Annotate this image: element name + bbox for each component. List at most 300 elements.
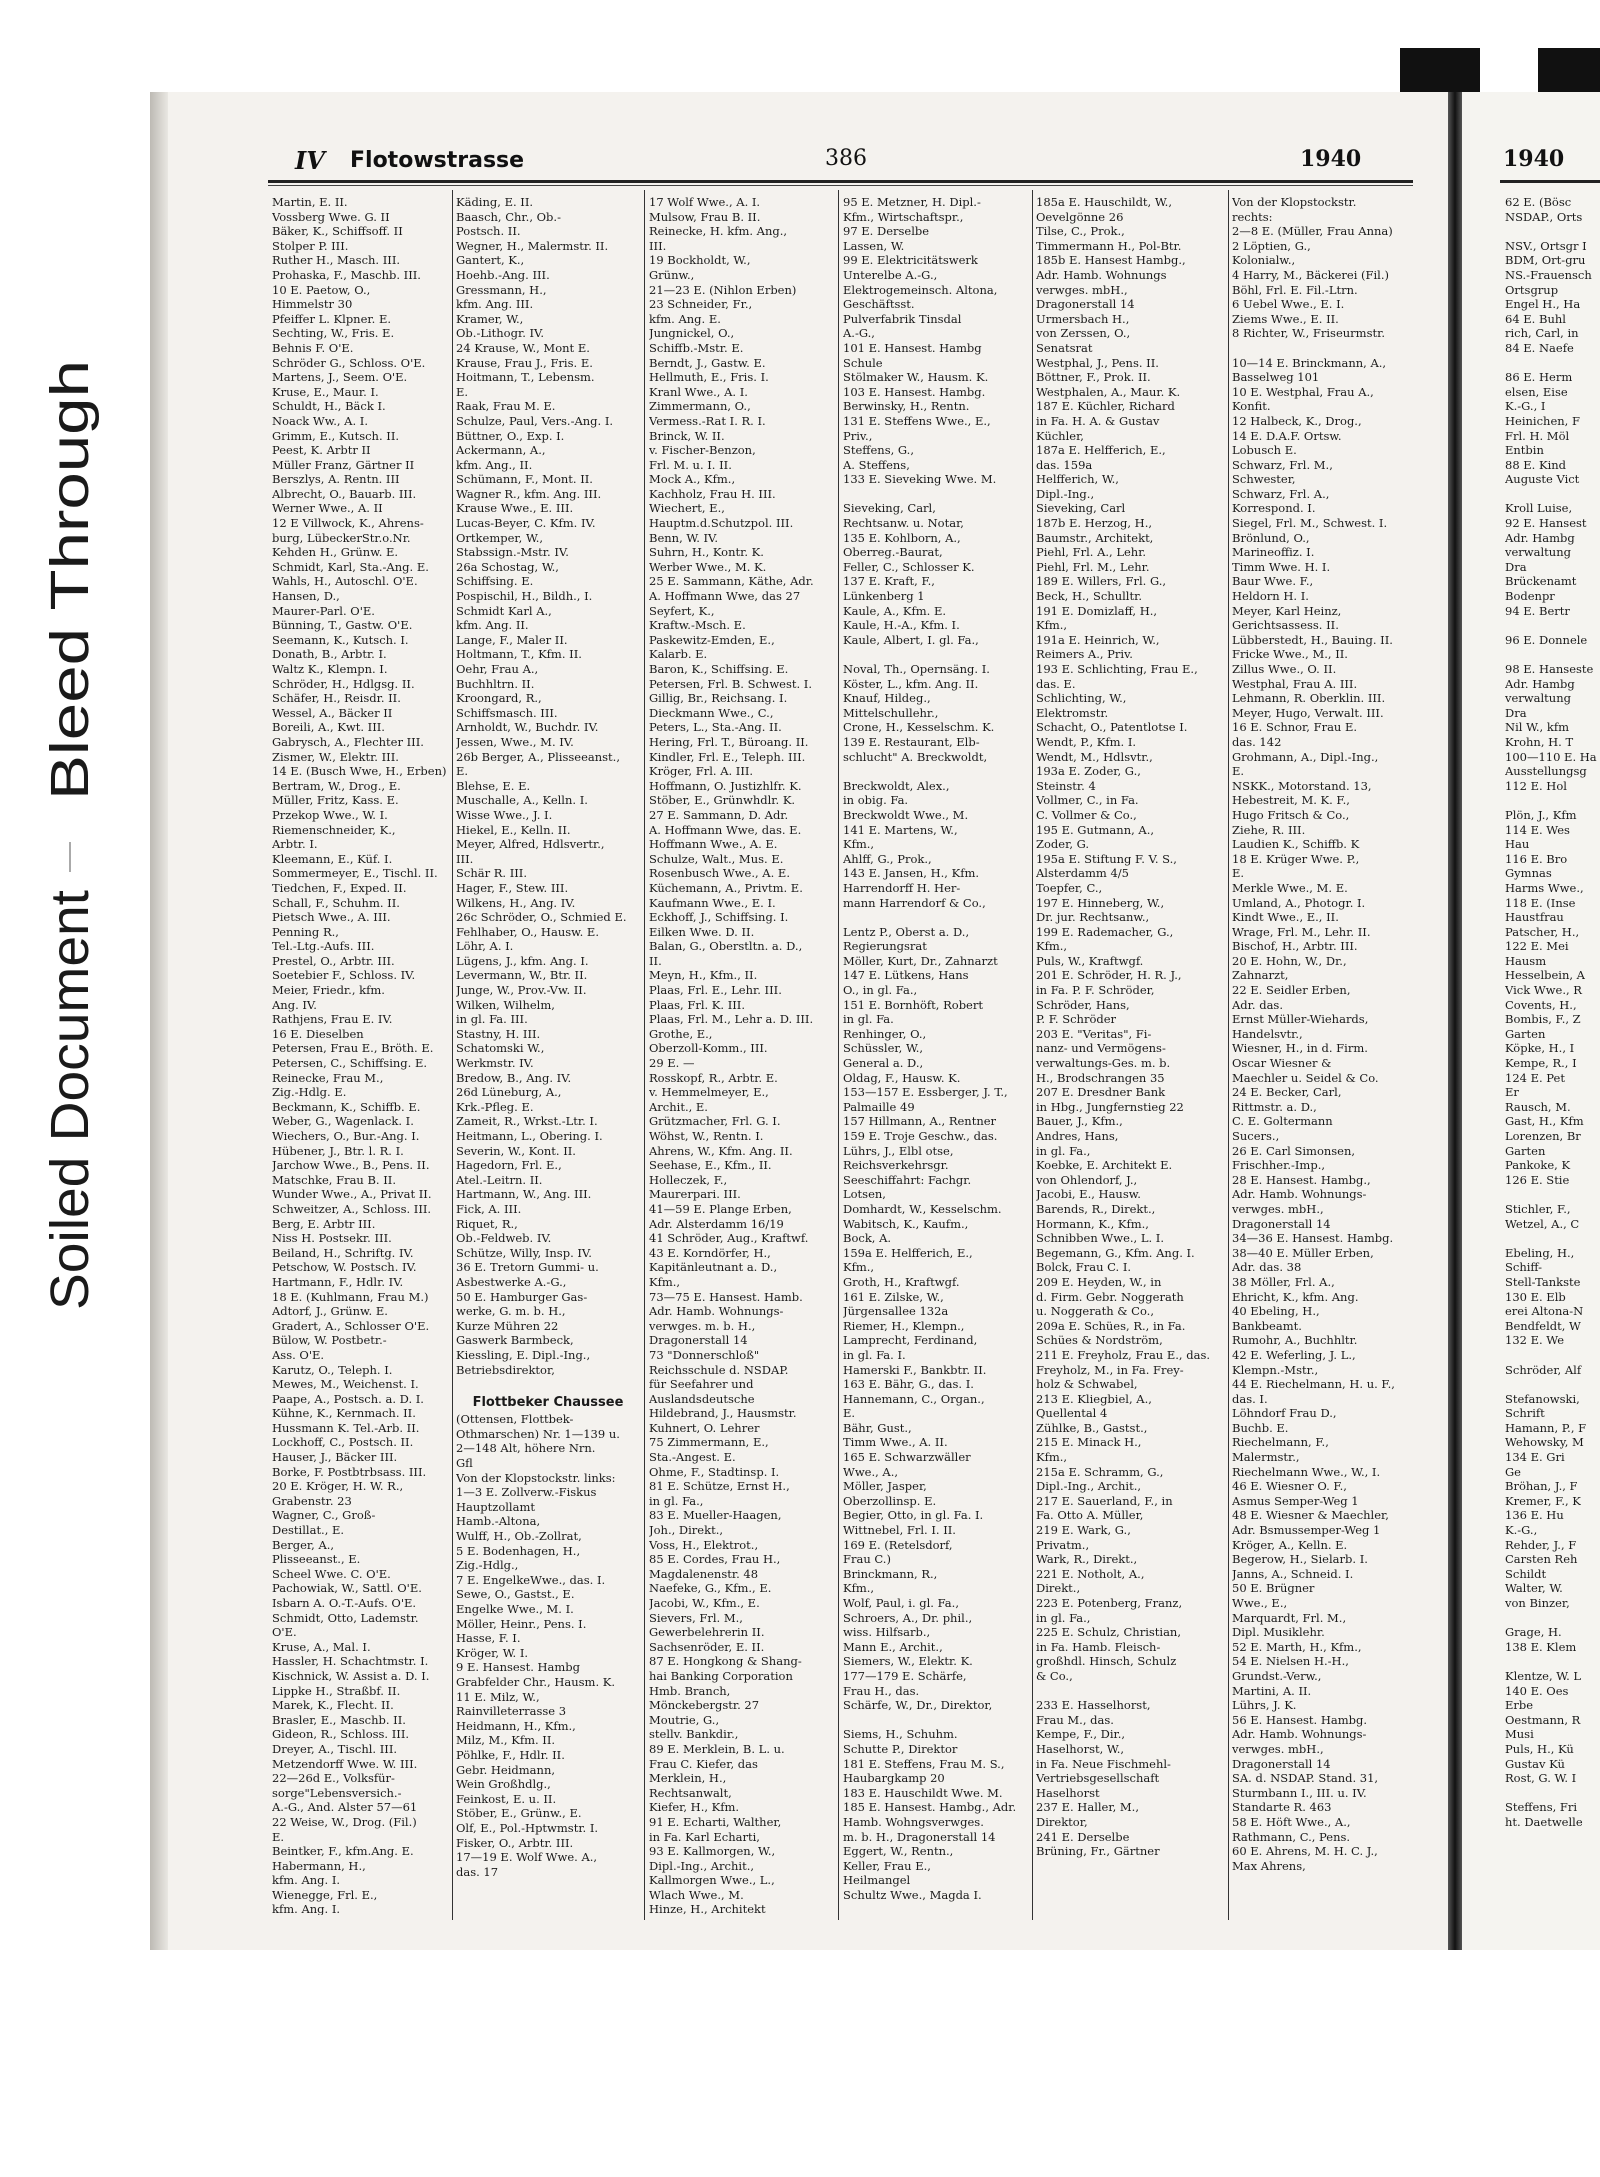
directory-entry-line: Bodenpr xyxy=(1505,589,1555,604)
directory-entry-line: Schümann, F., Mont. II. xyxy=(456,472,593,487)
directory-entry-line: Schär R. III. xyxy=(456,866,527,881)
directory-entry-line: Bock, A. xyxy=(843,1231,892,1246)
directory-entry-line: Kempe, F., Dir., xyxy=(1036,1727,1126,1742)
directory-entry-line: Rosskopf, R., Arbtr. E. xyxy=(649,1070,778,1085)
directory-entry-line: A. Hoffmann Wwe, das. E. xyxy=(649,822,802,837)
directory-entry-line: O., in gl. Fa., xyxy=(843,983,918,998)
directory-entry-line: Tiedchen, F., Exped. II. xyxy=(272,880,407,895)
directory-entry-line: 97 E. Derselbe xyxy=(843,224,930,239)
directory-entry-line: Oestmann, R xyxy=(1505,1712,1581,1727)
directory-entry-line: Lassen, W. xyxy=(843,238,905,253)
directory-entry-line: O'E. xyxy=(272,1625,297,1640)
directory-entry-line: Schiffsmasch. III. xyxy=(456,705,558,720)
directory-entry-line: 118 E. (Inse xyxy=(1505,895,1576,910)
directory-entry-line: Moutrie, G., xyxy=(649,1712,720,1727)
directory-entry-line: 50 E. Brügner xyxy=(1232,1581,1315,1596)
directory-entry-line: Begemann, G., Kfm. Ang. I. xyxy=(1036,1245,1195,1260)
directory-entry-line xyxy=(1505,487,1600,502)
directory-entry-line: Maurer-Parl. O'E. xyxy=(272,603,375,618)
column-2 xyxy=(456,195,640,1915)
directory-entry-line: Olf, E., Pol.-Hptwmstr. I. xyxy=(456,1820,599,1835)
directory-entry-line: 215a E. Schramm, G., xyxy=(1036,1464,1164,1479)
directory-entry-line: Wabitsch, K., Kaufm., xyxy=(843,1216,969,1231)
directory-entry-line: 20 E. Kröger, H. W. R., xyxy=(272,1479,404,1494)
directory-entry-line: 159 E. Troje Geschw., das. xyxy=(843,1129,998,1143)
directory-entry-line: Schröder G., Schloss. O'E. xyxy=(272,355,426,370)
directory-entry-line: Hauser, J., Bäcker III. xyxy=(272,1450,398,1465)
directory-entry-line: Hauptzollamt xyxy=(456,1499,535,1514)
directory-entry-line: Gabrysch, A., Flechter III. xyxy=(272,734,424,749)
directory-entry-line: Wwe., A., xyxy=(843,1464,899,1479)
directory-entry-line: verwges. m. b. H., xyxy=(649,1318,756,1333)
directory-entry-line: 157 Hillmann, A., Rentner xyxy=(843,1114,997,1129)
directory-entry-line: Wegner, H., Malermstr. II. xyxy=(456,238,609,253)
directory-entry-line: Bauer, J., Kfm., xyxy=(1036,1114,1123,1129)
directory-entry-line: Lührs, J. K. xyxy=(1232,1698,1297,1713)
directory-entry-line: 133 E. Sieveking Wwe. M. xyxy=(843,472,997,487)
directory-entry-line: Carsten Reh xyxy=(1505,1552,1578,1567)
directory-entry-line: in Fa. P. F. Schröder, xyxy=(1036,983,1155,998)
directory-entry-line: 116 E. Bro xyxy=(1505,851,1568,866)
directory-entry-line: v. Hemmelmeyer, E., xyxy=(649,1085,769,1100)
directory-entry-line: Lamprecht, Ferdinand, xyxy=(843,1333,978,1348)
directory-entry-line: Donath, B., Arbtr. I. xyxy=(272,647,387,662)
directory-entry-line: Bolck, Frau C. I. xyxy=(1036,1260,1132,1275)
directory-entry-line: Hartmann, F., Hdlr. IV. xyxy=(272,1274,404,1289)
directory-entry-line: 7 E. EngelkeWwe., das. I. xyxy=(456,1572,606,1587)
directory-entry-line: 86 E. Herm xyxy=(1505,370,1573,385)
directory-entry-line: Freyholz, M., in Fa. Frey- xyxy=(1036,1362,1184,1377)
directory-entry-line: Heinichen, F xyxy=(1505,413,1580,428)
directory-entry-line: ht. Daetwelle xyxy=(1505,1814,1583,1829)
directory-entry-line: Metzendorff Wwe. W. III. xyxy=(272,1756,418,1771)
directory-entry-line: 183 E. Hauschildt Wwe. M. xyxy=(843,1785,1003,1800)
directory-entry-line: Oevelgönne 26 xyxy=(1036,209,1124,224)
district-numeral: IV xyxy=(295,146,325,175)
directory-entry-line: Rechtsanwalt, xyxy=(649,1785,732,1800)
directory-entry-line: Dr. jur. Rechtsanw., xyxy=(1036,910,1150,925)
directory-entry-line: Umland, A., Photogr. I. xyxy=(1232,895,1366,910)
directory-entry-line: Adr. das. xyxy=(1232,997,1283,1012)
directory-entry-line: Schrift xyxy=(1505,1406,1545,1421)
directory-entry-line: 46 E. Wiesner O. F., xyxy=(1232,1479,1347,1494)
directory-entry-line: Krause Wwe., E. III. xyxy=(456,501,574,516)
directory-entry-line: Hebestreit, M. K. F., xyxy=(1232,793,1350,808)
directory-entry-line: Vermess.-Rat I. R. I. xyxy=(649,413,766,428)
directory-entry-line: Eckhoff, J., Schiffsing. I. xyxy=(649,910,789,925)
directory-entry-line: Mock A., Kfm., xyxy=(649,472,736,487)
directory-entry-line: Ausstellungsg xyxy=(1505,764,1587,779)
directory-entry-line: 137 E. Kraft, F., xyxy=(843,574,935,589)
directory-entry-line: Müller Franz, Gärtner II xyxy=(272,457,415,472)
directory-entry-line: Schmidt, Otto, Lademstr. xyxy=(272,1610,419,1625)
directory-entry-line: 26b Berger, A., Plisseeanst., xyxy=(456,749,620,764)
directory-entry-line: Grundst.-Verw., xyxy=(1232,1668,1322,1683)
directory-entry-line: Fisker, O., Arbtr. III. xyxy=(456,1835,574,1850)
directory-entry-line: Siems, H., Schuhm. xyxy=(843,1727,958,1742)
directory-entry-line: Kuhnert, O. Lehrer xyxy=(649,1420,760,1435)
directory-entry-line: Regierungsrat xyxy=(843,939,927,954)
directory-entry-line: Rainvilleterrasse 3 xyxy=(456,1704,567,1719)
directory-entry-line: Prohaska, F., Maschb. III. xyxy=(272,267,421,282)
directory-entry-line: Kranl Wwe., A. I. xyxy=(649,384,748,399)
directory-entry-line: Severin, W., Kont. II. xyxy=(456,1143,576,1158)
directory-entry-line: Frau C. Kiefer, das xyxy=(649,1756,758,1771)
directory-entry-line: Begerow, H., Sielarb. I. xyxy=(1232,1552,1368,1567)
directory-entry-line: 18 E. Krüger Wwe. P., xyxy=(1232,851,1360,866)
directory-entry-line: Schütze, Willy, Insp. IV. xyxy=(456,1245,592,1260)
directory-entry-line: für Seefahrer und xyxy=(649,1377,754,1392)
directory-entry-line: Wisse Wwe., J. I. xyxy=(456,807,553,822)
directory-entry-line: Hoffmann, O. Justizhlfr. K. xyxy=(649,778,802,793)
directory-entry-line: Plaas, Frl. E., Lehr. III. xyxy=(649,983,782,998)
directory-entry-line: Köster, L., kfm. Ang. II. xyxy=(843,676,979,691)
directory-entry-line: Meier, Friedr., kfm. xyxy=(272,983,385,998)
directory-entry-line: Wehowsky, M xyxy=(1505,1435,1584,1450)
directory-entry-line: Schiffsing. E. xyxy=(456,574,534,589)
directory-entry-line: Kroll Luise, xyxy=(1505,501,1573,516)
directory-entry-line: Musi xyxy=(1505,1727,1534,1742)
directory-entry-line: Schlichting, W., xyxy=(1036,691,1127,706)
column-divider-5 xyxy=(1228,190,1229,1920)
directory-entry-line: Berndt, J., Gastw. E. xyxy=(649,355,766,370)
directory-entry-line: Senatsrat xyxy=(1036,340,1093,355)
directory-entry-line: Petschow, W. Postsch. IV. xyxy=(272,1260,417,1275)
directory-entry-line: 38—40 E. Müller Erben, xyxy=(1232,1245,1374,1260)
directory-entry-line: Covents, H., xyxy=(1505,997,1577,1012)
directory-entry-line: hai Banking Corporation xyxy=(649,1668,793,1683)
directory-entry-line: Ob.-Lithogr. IV. xyxy=(456,326,544,341)
directory-entry-line: Harms Wwe., xyxy=(1505,880,1584,895)
directory-entry-line: großhdl. Hinsch, Schulz xyxy=(1036,1654,1177,1669)
directory-entry-line: Möller, Kurt, Dr., Zahnarzt xyxy=(843,953,998,968)
directory-entry-line: Hamerski F., Bankbtr. II. xyxy=(843,1362,987,1377)
directory-entry-line: A. Steffens, xyxy=(843,457,910,472)
directory-entry-line: Ziems Wwe., E. II. xyxy=(1232,311,1339,326)
directory-entry-line: Seyfert, K., xyxy=(649,603,715,618)
directory-entry-line: Schwarz, Frl. A., xyxy=(1232,486,1330,501)
directory-entry-line: Ass. O'E. xyxy=(272,1347,325,1362)
directory-entry-line: Lotsen, xyxy=(843,1187,886,1202)
directory-entry-line: 24 Krause, W., Mont E. xyxy=(456,340,590,355)
directory-entry-line: Grabfelder Chr., Hausm. K. xyxy=(456,1674,616,1689)
directory-entry-line: Kischnick, W. Assist a. D. I. xyxy=(272,1668,430,1683)
directory-entry-line: 14 E. (Busch Wwe, H., Erben) xyxy=(272,764,447,779)
directory-entry-line: 101 E. Hansest. Hambg xyxy=(843,340,982,355)
directory-entry-line: Adtorf, J., Grünw. E. xyxy=(272,1304,388,1319)
directory-entry-line: Kruse, A., Mal. I. xyxy=(272,1639,371,1654)
directory-entry-line: Hübener, J., Btr. l. R. I. xyxy=(272,1143,404,1158)
directory-entry-line: 169 E. (Retelsdorf, xyxy=(843,1537,953,1552)
directory-entry-line: Hager, F., Stew. III. xyxy=(456,880,569,895)
directory-entry-line: Begier, Otto, in gl. Fa. I. xyxy=(843,1508,984,1523)
directory-entry-line: Kroongard, R., xyxy=(456,691,542,706)
directory-entry-line: Postsch. II. xyxy=(456,224,521,239)
directory-entry-line: verwges. mbH., xyxy=(1232,1741,1324,1756)
page-number: 386 xyxy=(825,146,867,171)
directory-entry-line: 124 E. Pet xyxy=(1505,1070,1565,1085)
directory-entry-line: 96 E. Donnele xyxy=(1505,632,1588,647)
directory-entry-line: Schulze, Walt., Mus. E. xyxy=(649,851,784,866)
directory-entry-line: 58 E. Höft Wwe., A., xyxy=(1232,1814,1351,1829)
directory-entry-line: Meyn, H., Kfm., II. xyxy=(649,968,758,983)
directory-entry-line: Muschalle, A., Kelln. I. xyxy=(456,793,588,808)
directory-entry-line: das. E. xyxy=(1036,676,1076,691)
directory-entry-line: E. xyxy=(1232,866,1245,881)
directory-entry-line: Brückenamt xyxy=(1505,574,1577,589)
directory-entry-line: Kaule, Albert, I. gl. Fa., xyxy=(843,632,979,647)
directory-entry-line: holz & Schwabel, xyxy=(1036,1377,1138,1392)
directory-entry-line: Laudien K., Schiffb. K xyxy=(1232,837,1360,852)
directory-entry-line: III. xyxy=(649,238,667,253)
column-divider-1 xyxy=(452,190,453,1920)
directory-entry-line: Junge, W., Prov.-Vw. II. xyxy=(456,983,587,998)
directory-entry-line: Magdalenenstr. 48 xyxy=(649,1566,759,1581)
directory-entry-line: in Fa. Karl Echarti, xyxy=(649,1829,760,1844)
directory-entry-line: 12 Halbeck, K., Drog., xyxy=(1232,413,1362,428)
directory-entry-line: Pöhlke, F., Hdlr. II. xyxy=(456,1747,565,1762)
directory-entry-line: Schröder, Alf xyxy=(1505,1362,1582,1377)
directory-entry-line: Gewerbelehrerin II. xyxy=(649,1625,765,1640)
directory-entry-line: Bredow, B., Ang. IV. xyxy=(456,1070,572,1085)
directory-entry-line: Timmermann H., Pol-Btr. xyxy=(1036,238,1182,253)
directory-entry-line: Asbestwerke A.-G., xyxy=(456,1274,567,1289)
directory-entry-line: Wilken, Wilhelm, xyxy=(456,997,555,1012)
directory-entry-line: Holleczek, F., xyxy=(649,1172,728,1187)
directory-entry-line: 83 E. Mueller-Haagen, xyxy=(649,1508,782,1523)
directory-entry-line: Brönlund, O., xyxy=(1232,530,1310,545)
directory-entry-line: 136 E. Hu xyxy=(1505,1508,1564,1523)
directory-entry-line: in obig. Fa. xyxy=(843,793,909,808)
directory-entry-line: Schmidt Karl A., xyxy=(456,603,552,618)
directory-entry-line: 199 E. Rademacher, G., xyxy=(1036,924,1174,939)
directory-entry-line: A.-G., And. Alster 57—61 xyxy=(272,1800,418,1815)
directory-entry-line: Alsterdamm 4/5 xyxy=(1036,866,1129,881)
directory-entry-line: in gl. Fa. III. xyxy=(456,1012,528,1027)
directory-entry-line: Zismer, W., Elektr. III. xyxy=(272,749,399,764)
directory-entry-line: Maechler u. Seidel & Co. xyxy=(1232,1070,1379,1085)
directory-entry-line xyxy=(843,764,1029,779)
directory-entry-line: Schwarz, Frl. M., xyxy=(1232,457,1333,472)
directory-entry-line: Timm Wwe. H. I. xyxy=(1232,559,1331,574)
directory-entry-line: Wagner, C., Groß- xyxy=(272,1508,376,1523)
directory-entry-line: Pietsch Wwe., A. III. xyxy=(272,910,391,925)
directory-entry-line: kfm. Ang. II. xyxy=(456,618,529,633)
directory-entry-line: Quellental 4 xyxy=(1036,1406,1108,1421)
directory-entry-line: Auguste Vict xyxy=(1505,472,1580,487)
column-1 xyxy=(272,195,448,1915)
directory-entry-line: Walter, W. xyxy=(1505,1581,1563,1596)
directory-entry-line: Hugo Fritsch & Co., xyxy=(1232,807,1350,822)
directory-entry-line: Stefanowski, xyxy=(1505,1391,1580,1406)
directory-entry-line: burg, LübeckerStr.o.Nr. xyxy=(272,530,411,545)
directory-entry-line: NS.-Frauensch xyxy=(1505,267,1592,282)
directory-entry-line: Behnis F. O'E. xyxy=(272,340,354,355)
street-section-heading: Flottbeker Chaussee xyxy=(472,1395,624,1410)
directory-entry-line: 181 E. Steffens, Frau M. S., xyxy=(843,1756,1005,1771)
directory-entry-line: Kachholz, Frau H. III. xyxy=(649,486,776,501)
directory-entry-line: 48 E. Wiesner & Maechler, xyxy=(1232,1508,1389,1523)
directory-entry-line: Gradert, A., Schlosser O'E. xyxy=(272,1318,430,1333)
directory-entry-line: rechts: xyxy=(1232,209,1273,224)
directory-entry-line: E. xyxy=(843,1406,856,1421)
directory-entry-line: Mönckebergstr. 27 xyxy=(649,1698,760,1713)
directory-entry-line: Zillus Wwe., O. II. xyxy=(1232,662,1337,676)
directory-entry-line: Malermstr., xyxy=(1232,1450,1300,1465)
directory-entry-line: Marineoffiz. I. xyxy=(1232,545,1315,560)
directory-entry-line: Basselweg 101 xyxy=(1232,370,1320,385)
directory-entry-line: 73—75 E. Hansest. Hamb. xyxy=(649,1289,803,1304)
directory-entry-line: 221 E. Notholt, A., xyxy=(1036,1566,1145,1581)
directory-entry-line: Bünning, T., Gastw. O'E. xyxy=(272,618,413,633)
directory-entry-line: 185 E. Hansest. Hambg., Adr. xyxy=(843,1800,1017,1815)
directory-entry-line: 223 E. Potenberg, Franz, xyxy=(1036,1596,1183,1610)
directory-entry-line: Feller, C., Schlosser K. xyxy=(843,559,975,574)
directory-entry-line: 189 E. Willers, Frl. G., xyxy=(1036,574,1167,589)
directory-entry-line: Heldorn H. I. xyxy=(1232,589,1309,604)
directory-entry-line: Feinkost, E. u. II. xyxy=(456,1791,557,1806)
book-spine xyxy=(1448,92,1462,1950)
directory-entry-line: Hinze, H., Architekt xyxy=(649,1902,766,1915)
directory-entry-line: Schäfer, H., Reisdr. II. xyxy=(272,691,401,706)
directory-entry-line: Stöber, E., Grünw., E. xyxy=(456,1806,582,1821)
directory-entry-line: Schües & Nordström, xyxy=(1036,1333,1163,1348)
directory-entry-line: 139 E. Restaurant, Elb- xyxy=(843,734,980,749)
directory-entry-line: Hausm xyxy=(1505,953,1547,968)
directory-entry-line: Renhinger, O., xyxy=(843,1026,927,1041)
directory-entry-line: Benn, W. IV. xyxy=(649,530,718,545)
directory-entry-line: 41 Schröder, Aug., Kraftwf. xyxy=(649,1231,809,1246)
directory-entry-line: werke, G. m. b. H., xyxy=(456,1304,566,1319)
directory-entry-line: Schärfe, W., Dr., Direktor, xyxy=(843,1698,993,1713)
directory-entry-line: Wwe., E., xyxy=(1232,1596,1288,1610)
directory-entry-line: 27 E. Sammann, D. Adr. xyxy=(649,807,789,822)
directory-entry-line: Hiekel, E., Kelln. II. xyxy=(456,822,571,837)
directory-entry-line: Hoitmann, T., Lebensm. xyxy=(456,370,595,385)
directory-entry-line: 5 E. Bodenhagen, H., xyxy=(456,1543,581,1558)
directory-entry-line: Plön, J., Kfm xyxy=(1505,807,1577,822)
directory-entry-line: 99 E. Elektricitätswerk xyxy=(843,253,978,268)
column-7-partial xyxy=(1505,195,1600,1915)
directory-entry-line: Lügens, J., kfm. Ang. I. xyxy=(456,953,589,968)
directory-entry-line xyxy=(1505,1348,1600,1363)
stamp-text-bleed: Bleed Through xyxy=(40,446,100,800)
directory-entry-line: Keller, Frau E., xyxy=(843,1858,931,1873)
directory-entry-line: 135 E. Kohlborn, A., xyxy=(843,530,961,545)
directory-entry-line: in gl. Fa. I. xyxy=(843,1347,906,1362)
directory-entry-line: Garten xyxy=(1505,1026,1546,1041)
directory-entry-line: Noack Ww., A. I. xyxy=(272,413,368,428)
directory-entry-line: Eggert, W., Rentn., xyxy=(843,1844,954,1859)
directory-entry-line: Martin, E. II. xyxy=(272,195,348,209)
directory-entry-line: Beck, H., Schulltr. xyxy=(1036,589,1142,604)
directory-entry-line xyxy=(843,647,1029,662)
directory-entry-line: Seemann, K., Kutsch. I. xyxy=(272,632,409,647)
directory-entry-line: Lange, F., Maler II. xyxy=(456,632,568,647)
directory-entry-line: Schutte P., Direktor xyxy=(843,1741,958,1756)
directory-entry-line: Kfm., xyxy=(1036,618,1068,633)
directory-entry-line xyxy=(843,1713,1029,1728)
directory-entry-line: in Fa. Hamb. Fleisch- xyxy=(1036,1639,1161,1654)
directory-entry-line: Oberzoll-Komm., III. xyxy=(649,1041,768,1056)
directory-entry-line: Haselhorst, W., xyxy=(1036,1741,1125,1756)
directory-entry-line: Wienegge, Frl. E., xyxy=(272,1887,378,1902)
directory-entry-line: Kleemann, E., Küf. I. xyxy=(272,851,393,866)
directory-entry-line: Hannemann, C., Organ., xyxy=(843,1391,985,1406)
directory-entry-line: 22—26d E., Volksfür- xyxy=(272,1771,395,1786)
directory-entry-line: Paape, A., Postsch. a. D. I. xyxy=(272,1391,424,1406)
directory-entry-line: Stöber, E., Grünwhdlr. K. xyxy=(649,793,796,808)
directory-entry-line: Domhardt, W., Kesselschm. xyxy=(843,1201,1002,1216)
directory-entry-line: verwaltungs-Ges. m. b. xyxy=(1036,1056,1171,1071)
directory-entry-line: Kühne, K., Kernmach. II. xyxy=(272,1406,416,1421)
directory-entry-line xyxy=(1505,1654,1600,1669)
directory-entry-line: Heitmann, L., Obering. I. xyxy=(456,1129,603,1143)
directory-entry-line: 89 E. Merklein, B. L. u. xyxy=(649,1741,785,1756)
directory-entry-line: Gebr. Heidmann, xyxy=(456,1762,556,1777)
directory-entry-line: Zig.-Hdlg., xyxy=(456,1558,519,1573)
directory-entry-line: erei Altona-N xyxy=(1505,1304,1584,1319)
directory-entry-line: kfm. Ang. III. xyxy=(456,297,534,312)
directory-entry-line: Barends, R., Direkt., xyxy=(1036,1201,1156,1216)
directory-entry-line: Handelsvtr., xyxy=(1232,1026,1303,1041)
directory-entry-line: 17—19 E. Wolf Wwe. A., xyxy=(456,1850,598,1865)
directory-entry-line: Tel.-Ltg.-Aufs. III. xyxy=(272,939,375,954)
directory-entry-line: 185b E. Hansest Hambg., xyxy=(1036,253,1186,268)
directory-entry-line: Schiff- xyxy=(1505,1260,1543,1275)
directory-entry-line: Elektrogemeinsch. Altona, xyxy=(843,282,998,297)
directory-entry-line: Sturmbann I., III. u. IV. xyxy=(1232,1785,1367,1800)
directory-entry-line: Beintker, F., kfm.Ang. E. xyxy=(272,1844,414,1859)
directory-entry-line: Kiefer, H., Kfm. xyxy=(649,1800,740,1815)
directory-entry-line: Adr. das. 38 xyxy=(1232,1260,1302,1275)
directory-entry-line: Bertram, W., Drog., E. xyxy=(272,778,401,793)
directory-entry-line: Peest, K. Arbtr II xyxy=(272,443,371,458)
directory-entry-line: Wiesner, H., in d. Firm. xyxy=(1232,1041,1368,1056)
directory-entry-line: Heilmangel xyxy=(843,1873,911,1888)
directory-entry-line: Sommermeyer, E., Tischl. II. xyxy=(272,866,438,881)
directory-entry-line: Baumstr., Architekt, xyxy=(1036,530,1154,545)
directory-entry-line: Rechtsanw. u. Notar, xyxy=(843,516,964,531)
directory-entry-line: Von der Klopstockstr. xyxy=(1232,195,1357,209)
directory-entry-line: Max Ahrens, xyxy=(1232,1858,1306,1873)
directory-entry-line: Hamb. Wohngsverwges. xyxy=(843,1814,984,1829)
directory-entry-line: Adr. Hamb. Wohnungs xyxy=(1036,267,1167,282)
directory-entry-line xyxy=(843,487,1029,502)
directory-entry-line: Blehse, E. E. xyxy=(456,778,531,793)
directory-entry-line: d. Firm. Gebr. Noggerath xyxy=(1036,1289,1184,1304)
directory-entry-line: Kröger, Frl. A. III. xyxy=(649,764,754,779)
directory-entry-line: 177—179 E. Schärfe, xyxy=(843,1668,967,1683)
directory-entry-line: Seehase, E., Kfm., II. xyxy=(649,1158,772,1173)
directory-entry-line: Adr. Bsmussemper-Weg 1 xyxy=(1232,1523,1381,1538)
directory-entry-line: Konfit. xyxy=(1232,399,1271,414)
directory-entry-line: Kalarb. E. xyxy=(649,647,708,662)
directory-entry-line: Gillig, Br., Reichsang. I. xyxy=(649,691,788,706)
directory-entry-line: Lippke H., Straßbf. II. xyxy=(272,1683,401,1698)
directory-entry-line: Ebeling, H., xyxy=(1505,1245,1575,1260)
directory-entry-line: Gymnas xyxy=(1505,866,1552,881)
directory-entry-line: Schmidt, Karl, Sta.-Ang. E. xyxy=(272,559,429,574)
directory-entry-line: Ang. IV. xyxy=(272,997,317,1012)
directory-entry-line: 88 E. Kind xyxy=(1505,457,1567,472)
directory-entry-line: 151 E. Bornhöft, Robert xyxy=(843,997,983,1012)
directory-entry-line: Mittelschullehr., xyxy=(843,705,939,720)
directory-entry-line: Entbin xyxy=(1505,443,1544,458)
directory-entry-line: 10 E. Westphal, Frau A., xyxy=(1232,384,1374,399)
directory-entry-line: Wein Großhdlg., xyxy=(456,1777,551,1792)
directory-entry-line: Zimmermann, O., xyxy=(649,399,751,414)
